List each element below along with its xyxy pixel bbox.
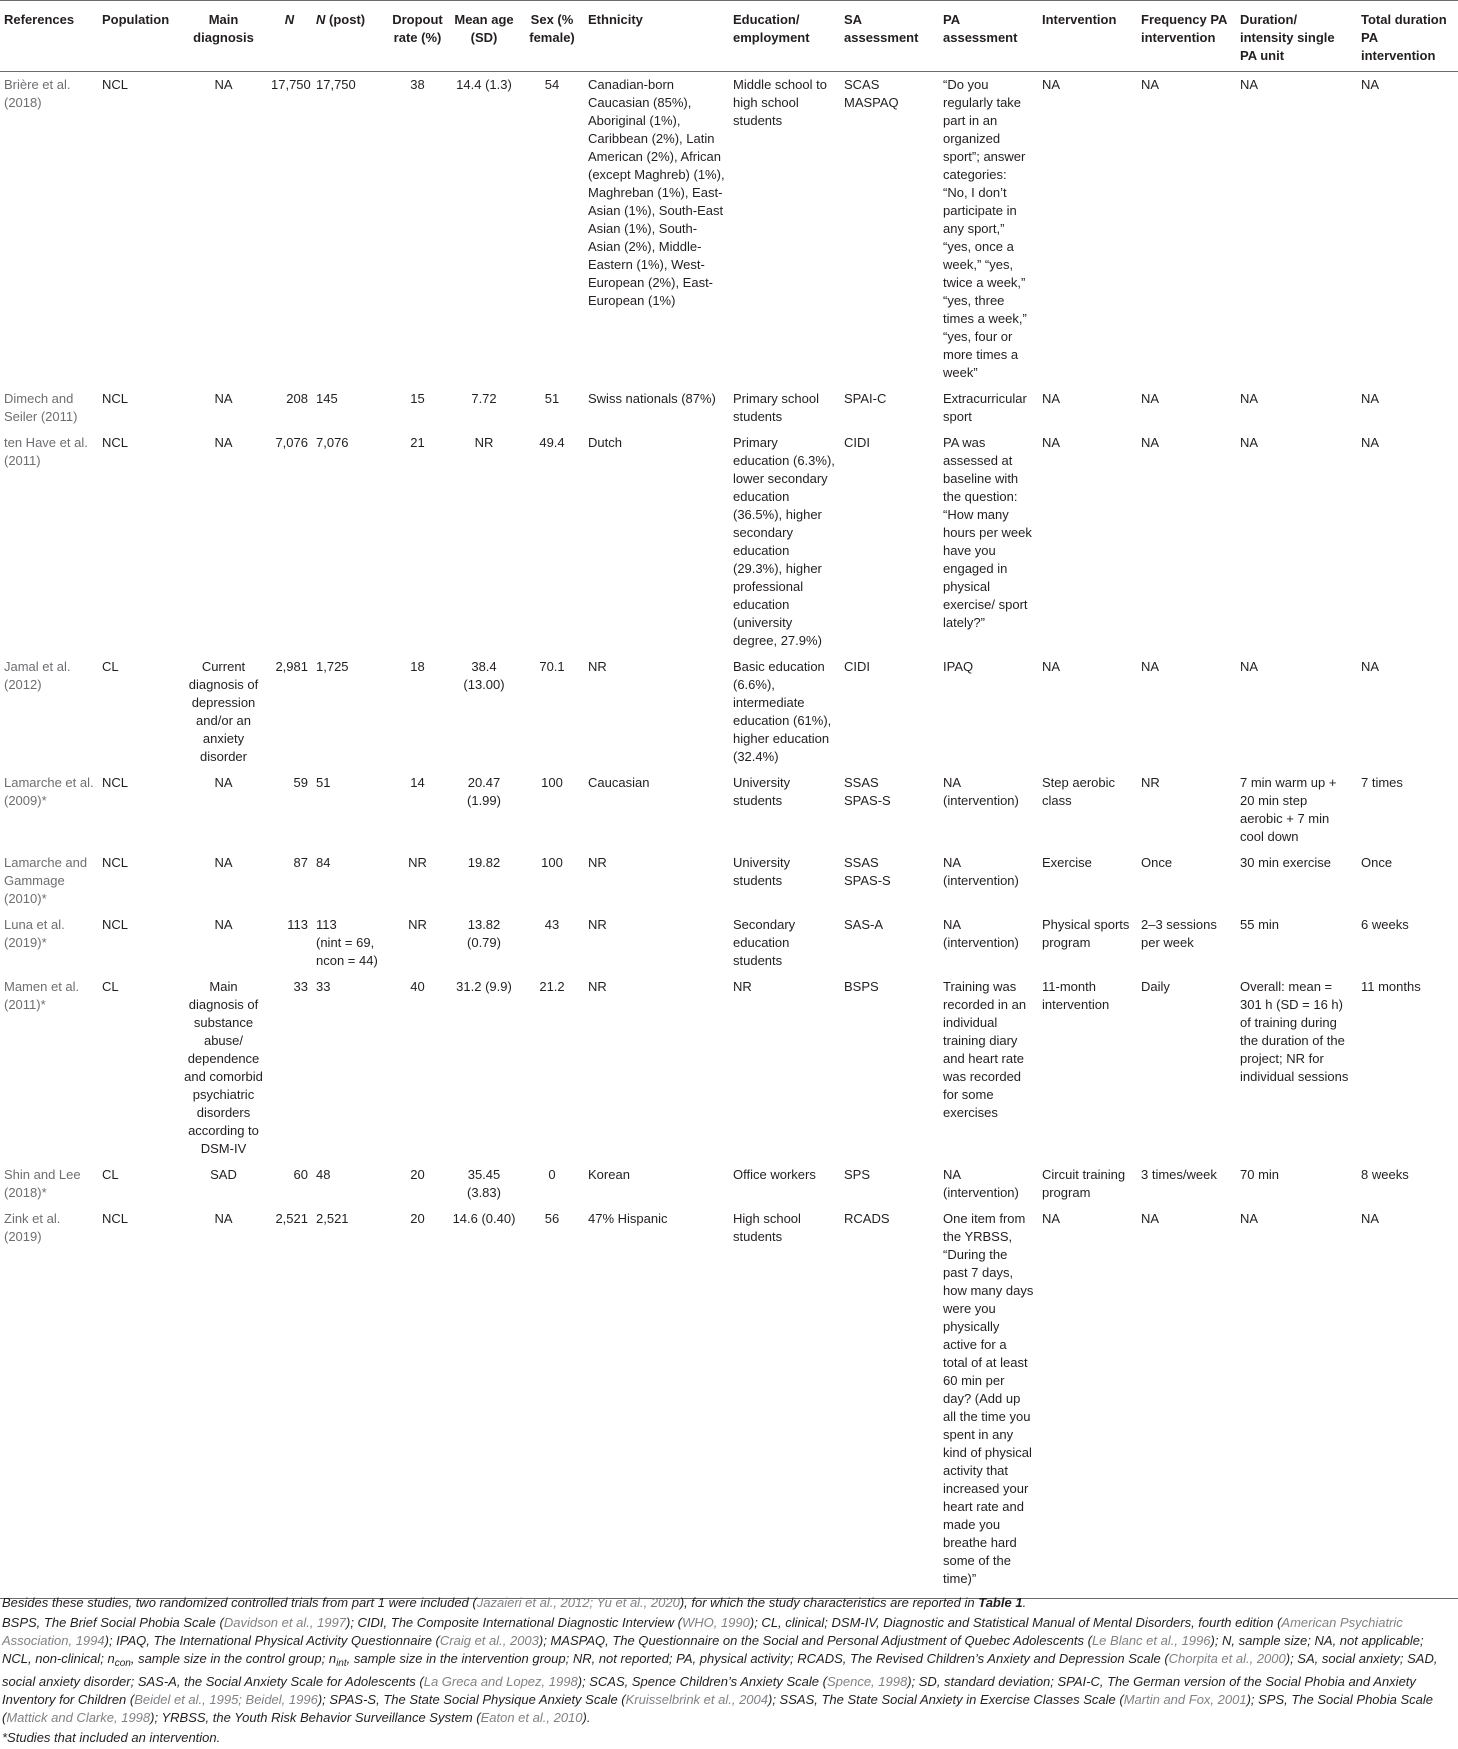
cell-total-duration: NA <box>1361 435 1380 450</box>
cell-total-duration: 6 weeks <box>1361 917 1409 932</box>
cell-dropout-rate: NR <box>408 917 427 932</box>
col-header-references: References <box>0 1 98 72</box>
cell-main-diagnosis: NA <box>180 1206 267 1599</box>
cell-population: NCL <box>102 77 129 92</box>
cell-population: NCL <box>102 435 129 450</box>
cell-frequency: NA <box>1141 435 1160 450</box>
cell-frequency: 2–3 sessions per week <box>1141 917 1217 950</box>
cell-ethnicity: NR <box>588 979 607 994</box>
cell-n: 60 <box>293 1167 308 1182</box>
cell-population: CL <box>102 659 119 674</box>
cell-mean-age: 14.4 (1.3) <box>456 77 512 92</box>
col-header-ethnicity: Ethnicity <box>584 1 729 72</box>
cell-sex: 70.1 <box>539 659 565 674</box>
col-header-dropout-rate: Dropout rate (%) <box>387 1 448 72</box>
cell-education: High school students <box>729 1206 840 1599</box>
cell-n: 7,076 <box>275 435 308 450</box>
cell-population: NCL <box>102 917 129 932</box>
cell-duration-intensity: Overall: mean = 301 h (SD = 16 h) of training during the duration of the project; NR for individual sessions <box>1240 979 1349 1084</box>
cell-n-post: 7,076 <box>316 435 349 450</box>
note-rct: Besides these studies, two randomized controlled trials from part 1 were included (Jazaieri et al., 2012; Yu et al., 2020), for which the study characteristics are reported in Table 1. <box>2 1595 1027 1610</box>
cell-reference: Brière et al. (2018) <box>4 77 71 110</box>
cell-pa-assessment: NA (intervention) <box>943 1167 1019 1200</box>
cell-population: NCL <box>98 1206 180 1599</box>
cell-intervention: NA <box>1042 391 1061 406</box>
cell-education: University students <box>733 855 791 888</box>
col-header-n: N <box>267 1 312 72</box>
cell-education: Middle school to high school students <box>733 77 827 128</box>
cell-sa-assessment: SSAS SPAS-S <box>844 775 891 808</box>
cell-sa-assessment: SCAS MASPAQ <box>844 77 899 110</box>
cell-total-duration: NA <box>1361 77 1380 92</box>
table-row <box>0 430 1458 654</box>
cell-duration-intensity: NA <box>1236 1206 1357 1599</box>
cell-ethnicity: Korean <box>588 1167 630 1182</box>
cell-n: 2,521 <box>267 1206 312 1599</box>
cell-pa-assessment: Training was recorded in an individual training diary and heart rate was recorded for some exercises <box>943 979 1027 1120</box>
cell-sa-assessment: RCADS <box>840 1206 939 1599</box>
cell-main-diagnosis: NA <box>214 77 233 92</box>
table-row <box>0 912 1458 974</box>
cell-n: 87 <box>293 855 308 870</box>
cell-sa-assessment: CIDI <box>844 435 870 450</box>
cell-ethnicity: NR <box>588 917 607 932</box>
cell-intervention: 11-month intervention <box>1042 979 1110 1012</box>
cell-mean-age: 20.47 (1.99) <box>467 775 501 808</box>
cell-sa-assessment: SAS-A <box>844 917 884 932</box>
cell-mean-age: 35.45 (3.83) <box>467 1167 501 1200</box>
cell-mean-age: 13.82 (0.79) <box>467 917 501 950</box>
cell-frequency: NR <box>1141 775 1160 790</box>
cell-n-post: 113 (nint = 69, ncon = 44) <box>316 917 378 968</box>
cell-reference: ten Have et al. (2011) <box>4 435 88 468</box>
cell-sex: 100 <box>541 855 563 870</box>
cell-dropout-rate: 20 <box>387 1206 448 1599</box>
cell-intervention: NA <box>1042 435 1061 450</box>
cell-main-diagnosis: NA <box>214 917 233 932</box>
cell-sa-assessment: SSAS SPAS-S <box>844 855 891 888</box>
cell-intervention: NA <box>1042 659 1061 674</box>
table-row <box>0 770 1458 850</box>
cell-frequency: Daily <box>1141 979 1170 994</box>
cell-n-post: 84 <box>316 855 331 870</box>
cell-reference: Luna et al. (2019)* <box>4 917 65 950</box>
cell-main-diagnosis: SAD <box>210 1167 237 1182</box>
cell-total-duration: NA <box>1361 391 1380 406</box>
cell-duration-intensity: NA <box>1240 77 1259 92</box>
cell-pa-assessment: NA (intervention) <box>943 855 1019 888</box>
col-header-duration-intensity: Duration/ intensity single PA unit <box>1236 1 1357 72</box>
cell-pa-assessment: One item from the YRBSS, “During the past 7 days, how many days were you physically active for a total of at least 60 min per day? (Add up all the time you spent in any kind of physical activity that increased your heart rate and made you breathe hard some of the time)” <box>939 1206 1038 1599</box>
cell-sa-assessment: BSPS <box>844 979 879 994</box>
cell-total-duration: NA <box>1361 659 1380 674</box>
cell-population: NCL <box>102 855 129 870</box>
cell-reference: Dimech and Seiler (2011) <box>4 391 78 424</box>
cell-education: University students <box>733 775 791 808</box>
cell-reference: Mamen et al. (2011)* <box>4 979 80 1012</box>
cell-n: 208 <box>286 391 308 406</box>
cell-n-post: 17,750 <box>316 77 356 92</box>
cell-n-post: 33 <box>316 979 331 994</box>
cell-sa-assessment: SPAI-C <box>844 391 887 406</box>
cell-mean-age: 19.82 <box>467 855 501 870</box>
cell-total-duration: 11 months <box>1361 979 1421 994</box>
cell-main-diagnosis: NA <box>214 391 233 406</box>
cell-dropout-rate: 15 <box>410 391 425 406</box>
table-row <box>0 850 1458 912</box>
cell-sa-assessment: SPS <box>844 1167 871 1182</box>
cell-population: NCL <box>102 775 129 790</box>
cell-reference: Zink et al. (2019) <box>0 1206 98 1599</box>
cell-total-duration: Once <box>1361 855 1393 870</box>
cell-sex: 0 <box>548 1167 556 1182</box>
cell-intervention: Step aerobic class <box>1042 775 1115 808</box>
cell-frequency: NA <box>1141 659 1160 674</box>
cell-duration-intensity: NA <box>1240 659 1259 674</box>
col-header-total-duration: Total duration PA intervention <box>1357 1 1458 72</box>
cell-n-post: 1,725 <box>316 659 349 674</box>
cell-total-duration: NA <box>1357 1206 1458 1599</box>
cell-frequency: NA <box>1141 391 1160 406</box>
table-row <box>0 386 1458 430</box>
cell-ethnicity: NR <box>588 659 607 674</box>
cell-dropout-rate: 40 <box>410 979 425 994</box>
cell-mean-age: 7.72 <box>471 391 497 406</box>
note-asterisk: *Studies that included an intervention. <box>2 1730 221 1745</box>
cell-reference: Shin and Lee (2018)* <box>4 1167 81 1200</box>
cell-frequency: Once <box>1141 855 1173 870</box>
header-row <box>0 1 1458 72</box>
cell-sex: 49.4 <box>539 435 565 450</box>
col-header-main-diagnosis: Main diagnosis <box>180 1 267 72</box>
col-header-sex: Sex (% female) <box>520 1 584 72</box>
cell-education: Primary education (6.3%), lower secondary education (36.5%), higher secondary education (29.3%), higher professional education (university degree, 27.9%) <box>733 435 835 648</box>
cell-ethnicity: Caucasian <box>588 775 650 790</box>
cell-n: 59 <box>293 775 308 790</box>
cell-dropout-rate: 20 <box>410 1167 425 1182</box>
cell-main-diagnosis: NA <box>214 775 233 790</box>
cell-ethnicity: Swiss nationals (87%) <box>588 391 716 406</box>
cell-sex: 21.2 <box>539 979 565 994</box>
cell-intervention: NA <box>1042 77 1061 92</box>
cell-duration-intensity: 7 min warm up + 20 min step aerobic + 7 min cool down <box>1240 775 1337 844</box>
cell-main-diagnosis: Main diagnosis of substance abuse/ dependence and comorbid psychiatric disorders according to DSM-IV <box>184 979 263 1156</box>
col-header-intervention: Intervention <box>1038 1 1137 72</box>
cell-sex: 43 <box>544 917 560 932</box>
cell-total-duration: 8 weeks <box>1361 1167 1409 1182</box>
cell-main-diagnosis: NA <box>214 435 233 450</box>
cell-mean-age: 14.6 (0.40) <box>448 1206 520 1599</box>
cell-main-diagnosis: NA <box>214 855 233 870</box>
cell-n-post: 48 <box>316 1167 331 1182</box>
cell-n: 33 <box>293 979 308 994</box>
cell-sex: 54 <box>544 77 560 92</box>
cell-mean-age: 31.2 (9.9) <box>456 979 512 994</box>
cell-education: Office workers <box>733 1167 816 1182</box>
cell-ethnicity: NR <box>588 855 607 870</box>
cell-mean-age: 38.4 (13.00) <box>463 659 505 692</box>
cell-duration-intensity: 55 min <box>1240 917 1280 932</box>
cell-population: NCL <box>102 391 129 406</box>
cell-n-post: 2,521 <box>312 1206 387 1599</box>
cell-reference: Lamarche and Gammage (2010)* <box>4 855 88 906</box>
col-header-education: Education/ employment <box>729 1 840 72</box>
table-row <box>0 974 1458 1162</box>
cell-n: 17,750 <box>271 77 311 92</box>
cell-duration-intensity: NA <box>1240 391 1259 406</box>
cell-total-duration: 7 times <box>1361 775 1403 790</box>
cell-mean-age: NR <box>474 435 494 450</box>
cell-intervention: NA <box>1038 1206 1137 1599</box>
cell-education: Basic education (6.6%), intermediate education (61%), higher education (32.4%) <box>733 659 832 764</box>
table-row <box>0 1162 1458 1206</box>
cell-n: 2,981 <box>275 659 308 674</box>
cell-duration-intensity: 30 min exercise <box>1240 855 1332 870</box>
table-row <box>0 1206 1458 1599</box>
cell-reference: Jamal et al. (2012) <box>4 659 71 692</box>
cell-pa-assessment: NA (intervention) <box>943 917 1019 950</box>
cell-ethnicity: Dutch <box>588 435 622 450</box>
col-header-mean-age: Mean age (SD) <box>448 1 520 72</box>
table-footnotes <box>0 1594 1458 1749</box>
col-header-population: Population <box>98 1 180 72</box>
cell-dropout-rate: 21 <box>410 435 425 450</box>
cell-dropout-rate: 18 <box>410 659 425 674</box>
table-row <box>0 72 1458 387</box>
cell-main-diagnosis: Current diagnosis of depression and/or an anxiety disorder <box>188 659 259 764</box>
cell-education: Secondary education students <box>733 917 796 968</box>
cell-duration-intensity: 70 min <box>1240 1167 1280 1182</box>
cell-frequency: 3 times/week <box>1141 1167 1217 1182</box>
cell-n: 113 <box>287 917 308 932</box>
cell-sex: 100 <box>541 775 563 790</box>
cell-population: CL <box>102 979 119 994</box>
cell-pa-assessment: PA was assessed at baseline with the question: “How many hours per week have you engaged in physical exercise/ sport lately?” <box>943 435 1032 630</box>
cell-pa-assessment: NA (intervention) <box>943 775 1019 808</box>
cell-duration-intensity: NA <box>1240 435 1259 450</box>
cell-pa-assessment: “Do you regularly take part in an organized sport”; answer categories: “No, I don’t participate in any sport,” “yes, once a week,” “yes, twice a week,” “yes, three times a week,” “yes, four or more times a week” <box>943 77 1027 380</box>
cell-ethnicity: Canadian-born Caucasian (85%), Aboriginal (1%), Caribbean (2%), Latin American (2%), African (except Maghreb) (1%), Maghreban (1%), East-Asian (1%), South-East Asian (1%), South-Asian (2%), Middle-Eastern (1%), West-European (2%), East-European (1%) <box>588 77 725 308</box>
col-header-frequency: Frequency PA intervention <box>1137 1 1236 72</box>
cell-ethnicity: 47% Hispanic <box>584 1206 729 1599</box>
note-abbreviations: BSPS, The Brief Social Phobia Scale (Davidson et al., 1997); CIDI, The Composite International Diagnostic Interview (WHO, 1990); CL, clinical; DSM-IV, Diagnostic and Statistical Manual of Mental Disorders, fourth edition (American Psychiatric Association, 1994); IPAQ, The International Physical Activity Questionnaire (Craig et al., 2003); MASPAQ, The Questionnaire on the Social and Personal Adjustment of Quebec Adolescents (Le Blanc et al., 1996); N, sample size; NA, not applicable; NCL, non-clinical; $n_{con}$, sample size in the control group; $n_{int}$, sample size in the intervention group; NR, not reported; PA, physical activity; RCADS, The Revised Children’s Anxiety and Depression Scale (Chorpita et al., 2000); SA, social anxiety; SAD, social anxiety disorder; SAS-A, the Social Anxiety Scale for Adolescents (La Greca and Lopez, 1998); SCAS, Spence Children’s Anxiety Scale (Spence, 1998); SD, standard deviation; SPAI-C, The German version of the Social Phobia and Anxiety Inventory for Children (Beidel et al., 1995; Beidel, 1996); SPAS-S, The State Social Physique Anxiety Scale (Kruisselbrink et al., 2004); SSAS, The State Social Anxiety in Exercise Classes Scale (Martin and Fox, 2001); SPS, The Social Phobia Scale (Mattick and Clarke, 1998); YRBSS, the Youth Risk Behavior Surveillance System (Eaton et al., 2010). <box>2 1615 1438 1725</box>
cell-pa-assessment: Extracurricular sport <box>943 391 1027 424</box>
cell-n-post: 145 <box>316 391 338 406</box>
table-row <box>0 654 1458 770</box>
col-header-n-post: N (post) <box>312 1 387 72</box>
cell-frequency: NA <box>1137 1206 1236 1599</box>
cell-population: CL <box>102 1167 119 1182</box>
col-header-pa-assessment: PA assessment <box>939 1 1038 72</box>
cell-intervention: Circuit training program <box>1042 1167 1126 1200</box>
cell-dropout-rate: NR <box>408 855 427 870</box>
cell-sa-assessment: CIDI <box>844 659 870 674</box>
cell-sex: 51 <box>544 391 560 406</box>
col-header-sa-assessment: SA assessment <box>840 1 939 72</box>
cell-frequency: NA <box>1141 77 1160 92</box>
cell-reference: Lamarche et al. (2009)* <box>4 775 94 808</box>
cell-education: Primary school students <box>733 391 819 424</box>
cell-n-post: 51 <box>316 775 331 790</box>
cell-intervention: Physical sports program <box>1042 917 1130 950</box>
cell-pa-assessment: IPAQ <box>943 659 974 674</box>
cell-dropout-rate: 38 <box>410 77 425 92</box>
cell-intervention: Exercise <box>1042 855 1092 870</box>
cell-education: NR <box>733 979 752 994</box>
cell-dropout-rate: 14 <box>410 775 425 790</box>
cell-sex: 56 <box>520 1206 584 1599</box>
